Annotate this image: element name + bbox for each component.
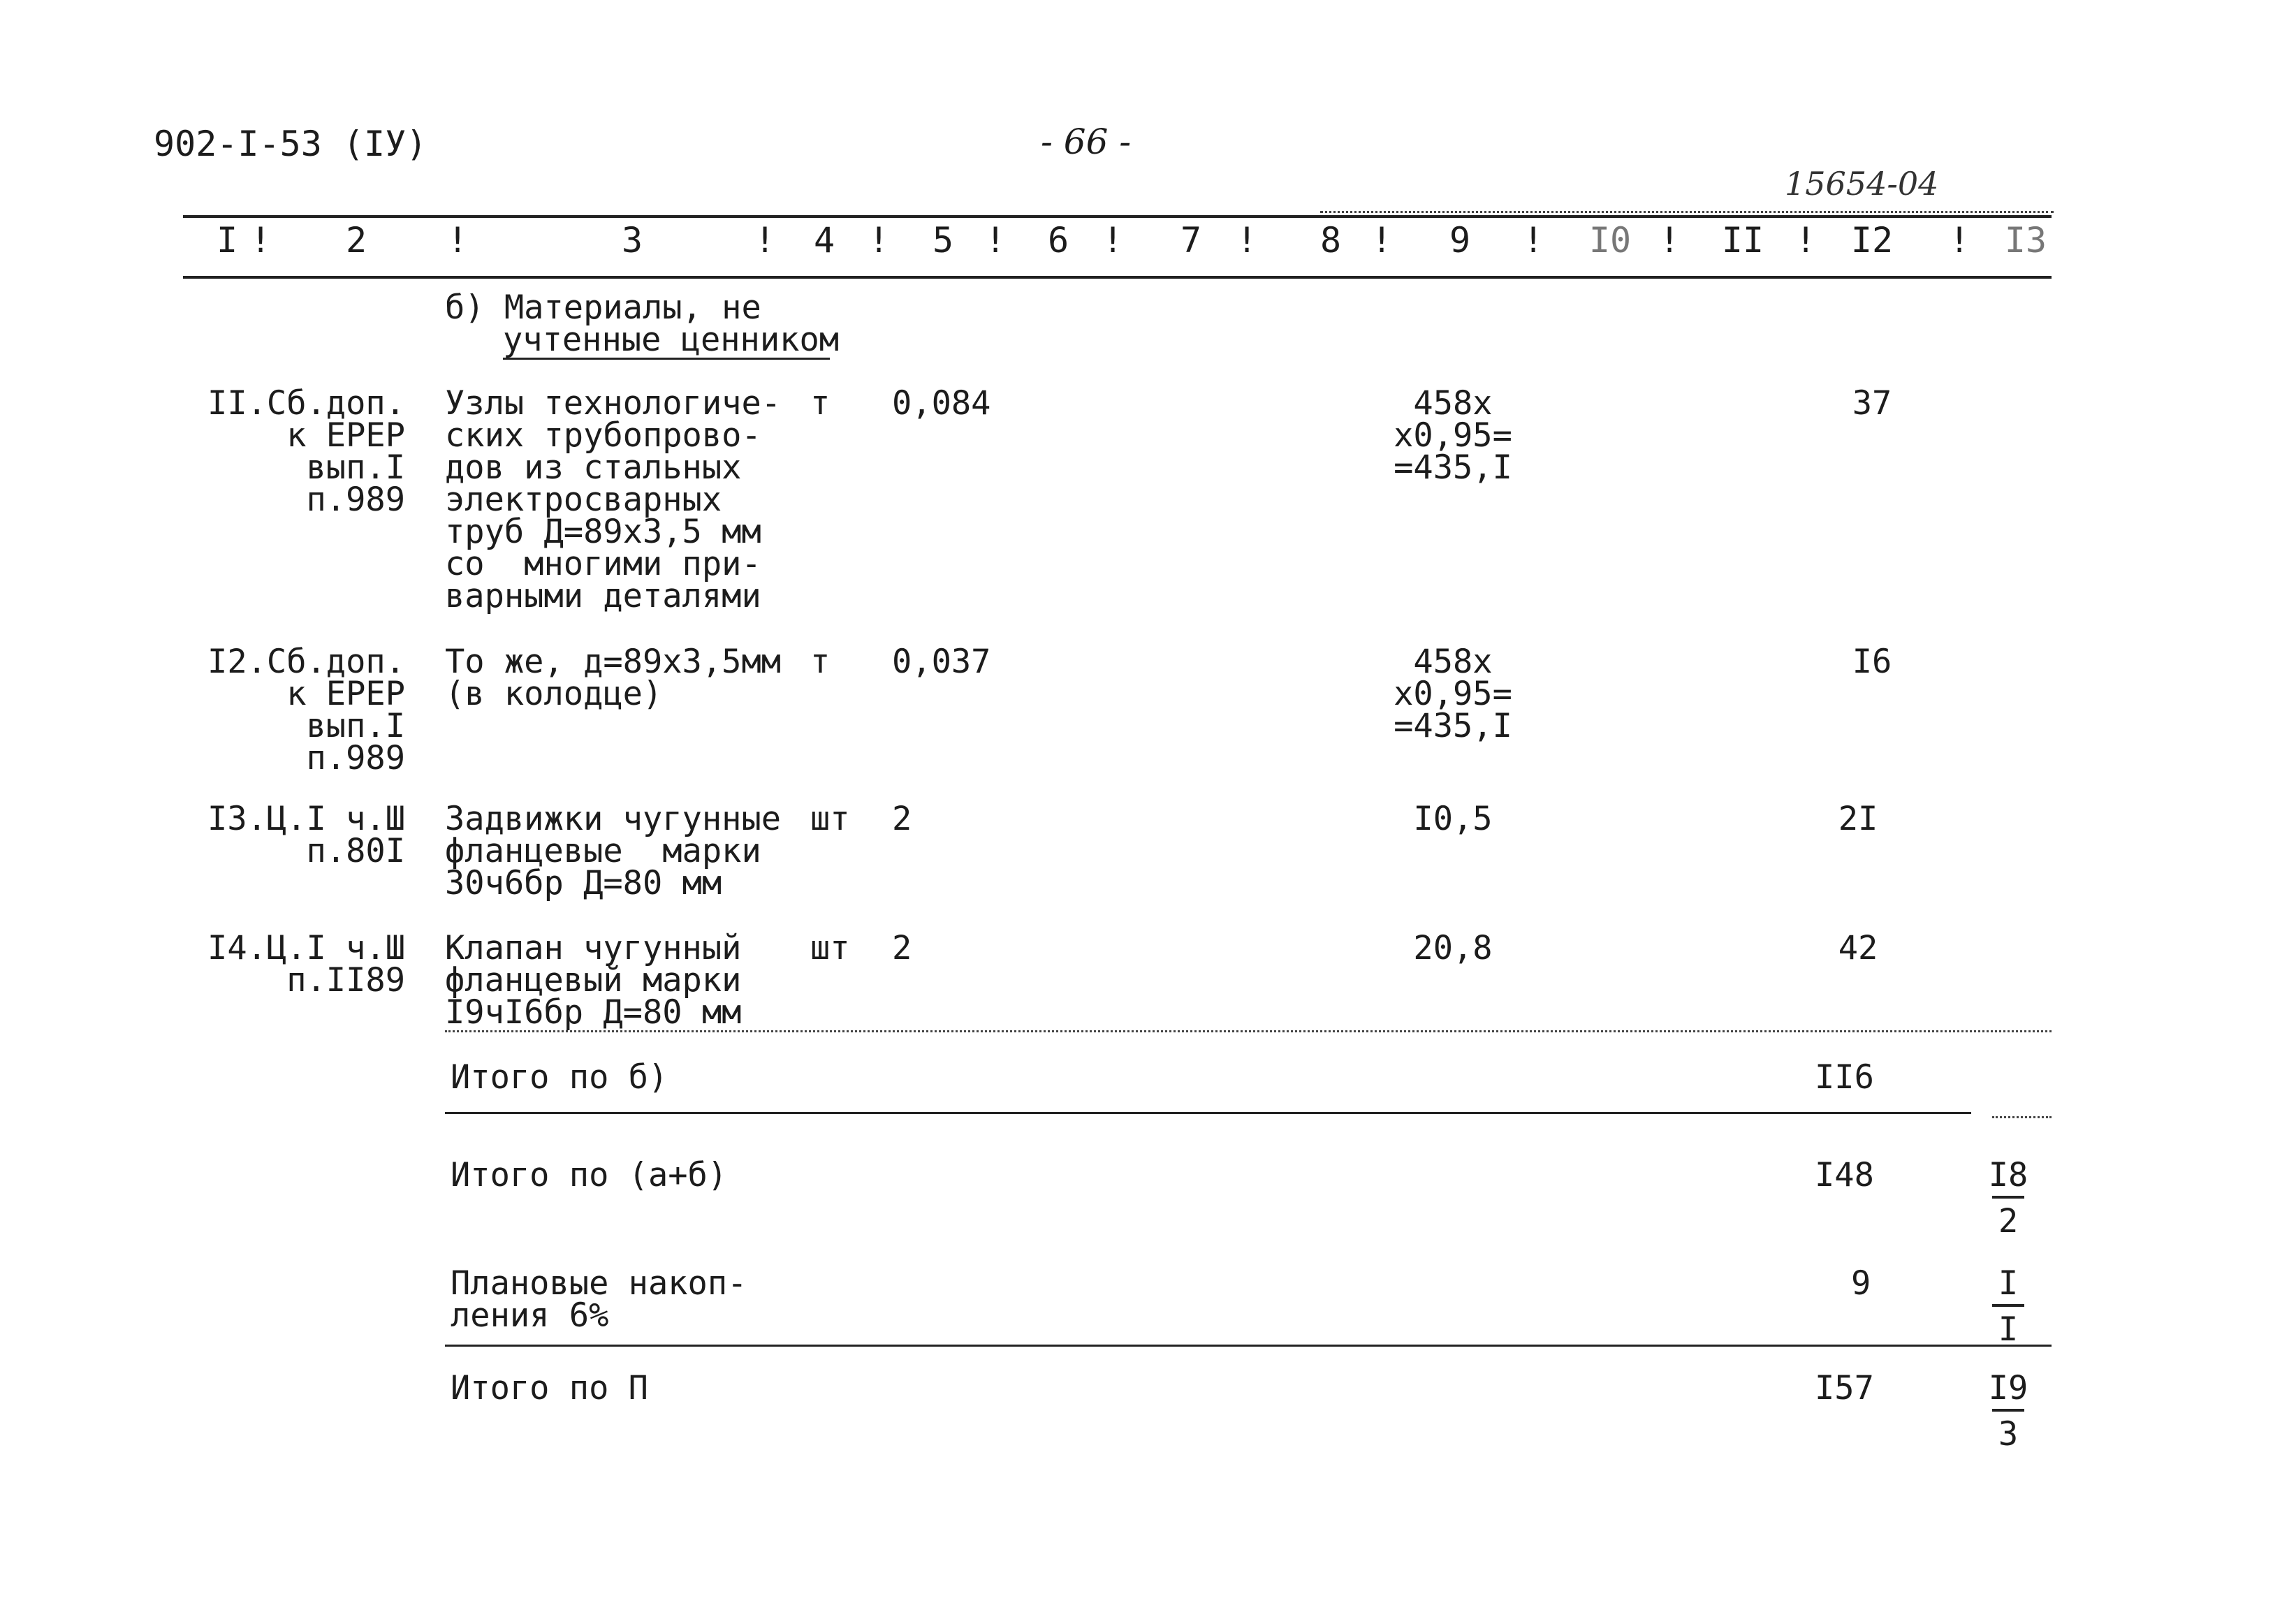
- stamp-underline: [1320, 211, 2054, 213]
- col-separator: !: [868, 220, 890, 261]
- col-header-2: 2: [345, 220, 367, 261]
- col-header-3: 3: [621, 220, 643, 261]
- header-bottom-rule: [183, 276, 2052, 279]
- section-title-underline: [503, 358, 830, 360]
- summary-total: II6: [1815, 1058, 1874, 1097]
- section-title-line-1: б) Материалы, не: [445, 288, 761, 327]
- archive-stamp: 15654-04: [1785, 165, 1939, 203]
- header-top-rule: [183, 215, 2052, 218]
- document-code: 902-I-53 (IУ): [154, 124, 427, 164]
- row-quantity: 0,084: [892, 384, 991, 423]
- row-description: Задвижки чугунные фланцевые марки 30ч6бр Д=80 мм: [445, 800, 782, 902]
- row-reference: II.Сб.доп. к ЕРЕР вып.I п.989: [207, 384, 405, 519]
- row-description: Узлы технологиче- ских трубопрово- дов из стальных электросварных труб Д=89х3,5 мм со многими при- варными деталями: [445, 384, 782, 615]
- summary-rule: [445, 1112, 1971, 1114]
- row-price: 458х х0,95= =435,I: [1394, 643, 1512, 745]
- summary-label: Плановые накоп- ления 6%: [451, 1264, 747, 1335]
- row-total: 42: [1838, 929, 1878, 967]
- fraction-bar: [1992, 1196, 2024, 1199]
- row-unit: шт: [810, 800, 850, 838]
- col-header-13: I3: [2004, 220, 2047, 261]
- col-header-6: 6: [1047, 220, 1069, 261]
- summary-label: Итого по б): [451, 1058, 668, 1097]
- summary-total: I57: [1815, 1369, 1874, 1407]
- page-number: - 66 -: [1041, 122, 1132, 162]
- col-separator: !: [1523, 220, 1544, 261]
- summary-rule-right: [1992, 1116, 2052, 1118]
- row-quantity: 0,037: [892, 643, 991, 681]
- row-unit: шт: [810, 929, 850, 967]
- col-separator: !: [754, 220, 776, 261]
- summary-label: Итого по (а+б): [451, 1156, 728, 1194]
- row-total: 37: [1852, 384, 1892, 423]
- row-total: 2I: [1838, 800, 1878, 838]
- summary-label: Итого по П: [451, 1369, 648, 1407]
- row-description: То же, д=89х3,5мм (в колодце): [445, 643, 782, 713]
- col-separator: !: [1236, 220, 1258, 261]
- summary-fraction: I8 2: [1988, 1156, 2028, 1240]
- summary-rule: [445, 1345, 2052, 1347]
- col-separator: !: [1949, 220, 1970, 261]
- col-separator: !: [250, 220, 272, 261]
- summary-fraction: I I: [1984, 1268, 2033, 1346]
- col-header-8: 8: [1319, 220, 1342, 261]
- summary-total: 9: [1851, 1264, 1871, 1303]
- row-reference: I3.Ц.I ч.Ш п.80I: [207, 800, 405, 870]
- col-header-10: I0: [1588, 220, 1632, 261]
- row-description: Клапан чугунный фланцевый марки I9чI6бр Д=80 мм: [445, 929, 742, 1032]
- row-total: I6: [1852, 643, 1892, 681]
- row-price: I0,5: [1413, 800, 1493, 838]
- col-separator: !: [1795, 220, 1817, 261]
- summary-fraction: I9 3: [1988, 1369, 2028, 1454]
- col-separator: !: [1371, 220, 1393, 261]
- row-quantity: 2: [892, 800, 912, 838]
- fraction-bar: [1992, 1409, 2024, 1412]
- col-header-7: 7: [1180, 220, 1202, 261]
- col-header-4: 4: [813, 220, 835, 261]
- col-header-5: 5: [932, 220, 954, 261]
- row-price: 458х х0,95= =435,I: [1394, 384, 1512, 487]
- col-header-9: 9: [1449, 220, 1471, 261]
- row-reference: I4.Ц.I ч.Ш п.II89: [207, 929, 405, 1000]
- row-price: 20,8: [1413, 929, 1493, 967]
- col-separator: !: [1102, 220, 1124, 261]
- fraction-bar: [1992, 1304, 2024, 1307]
- items-end-rule: [445, 1030, 2052, 1032]
- row-reference: I2.Сб.доп. к ЕРЕР вып.I п.989: [207, 643, 405, 777]
- summary-total: I48: [1815, 1156, 1874, 1194]
- col-separator: !: [1659, 220, 1681, 261]
- section-title-line-2: учтенные ценником: [503, 321, 840, 359]
- col-separator: !: [447, 220, 469, 261]
- col-header-12: I2: [1850, 220, 1894, 261]
- row-unit: т: [810, 384, 831, 423]
- row-quantity: 2: [892, 929, 912, 967]
- col-header-11: II: [1721, 220, 1764, 261]
- row-unit: т: [810, 643, 831, 681]
- col-separator: !: [985, 220, 1007, 261]
- col-header-1: I: [216, 220, 238, 261]
